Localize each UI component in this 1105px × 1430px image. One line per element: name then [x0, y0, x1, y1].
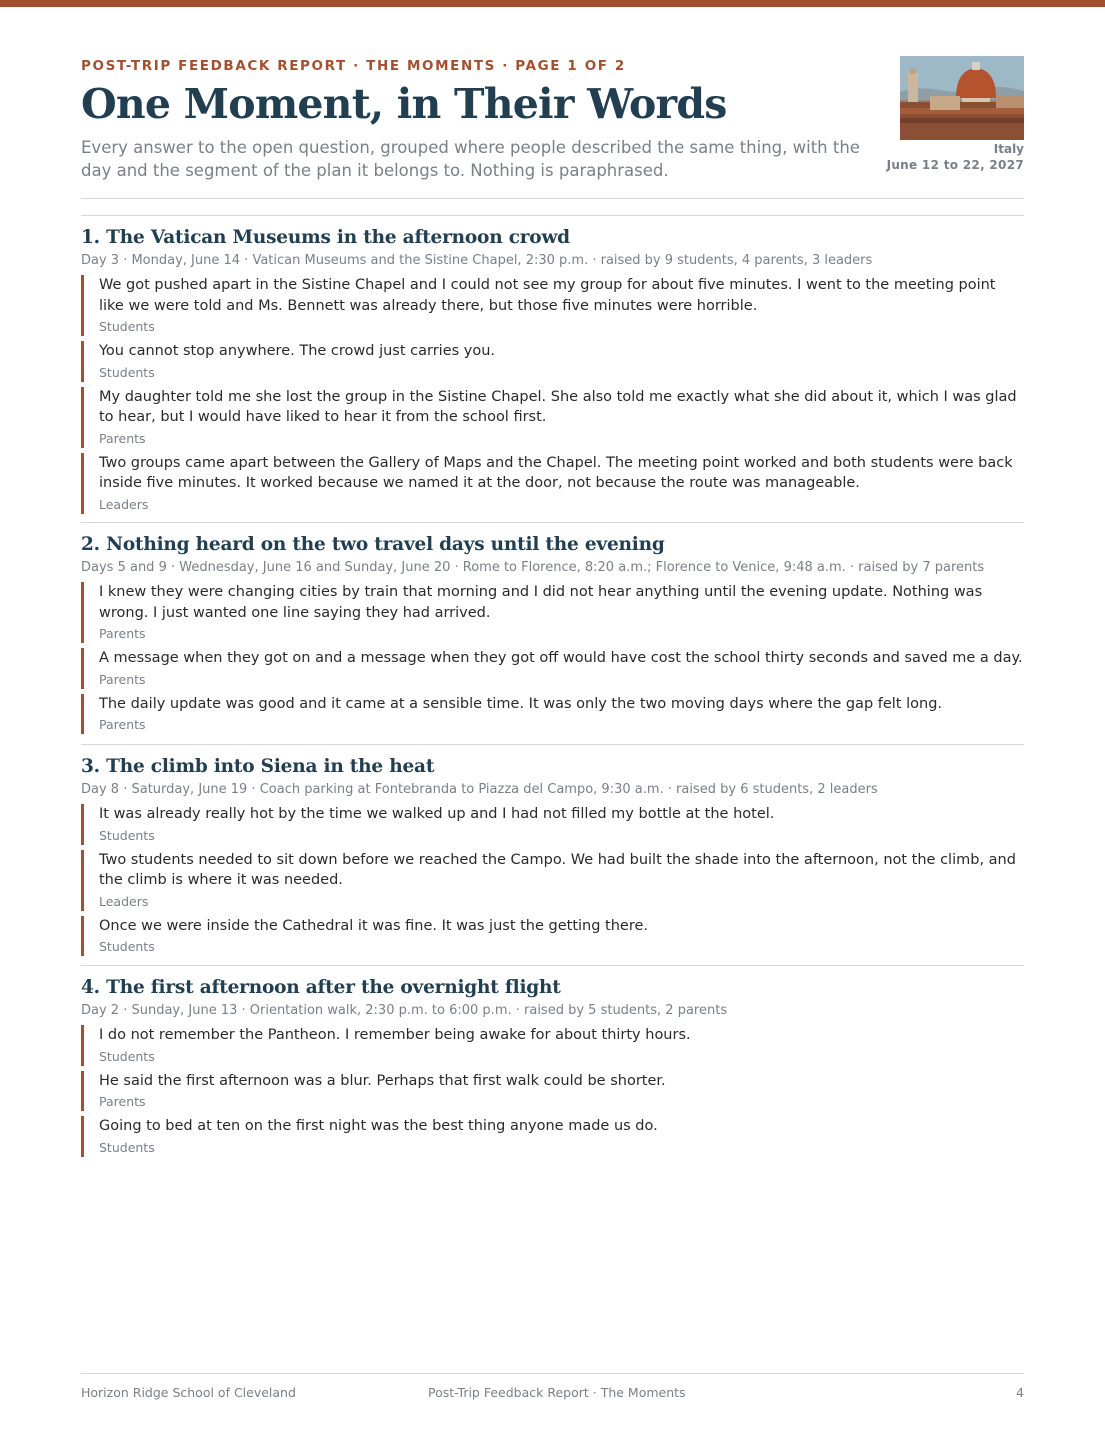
- quote-respondent-group: Students: [99, 319, 155, 334]
- section-meta: Day 8 · Saturday, June 19 · Coach parking at Fontebranda to Piazza del Campo, 9:30 a.m. · raised by 6 students, 2 leaders: [81, 782, 878, 797]
- quote: [81, 694, 1024, 735]
- trip-place: Italy: [993, 142, 1024, 156]
- quote: [81, 275, 1024, 336]
- quote-respondent-group: Parents: [99, 430, 146, 446]
- page-header: [81, 56, 1024, 198]
- moment-section-1: [81, 226, 1024, 514]
- quote: [81, 582, 1024, 643]
- quote-respondent-group: Parents: [99, 626, 146, 641]
- quote: [81, 648, 1024, 689]
- quote: [81, 850, 1024, 911]
- moment-section-2: [81, 533, 1024, 734]
- section-divider: [81, 522, 1024, 523]
- quote-text: Two groups came apart between the Gallery of Maps and the Chapel. The meeting point worked and both students were back inside five minutes. It worked because we named it at the door, not because the route was manageable.: [99, 454, 1013, 491]
- quote-text: Two students needed to sit down before we reached the Campo. We had built the shade into the afternoon, not the climb, and the climb is where it was needed.: [99, 851, 1016, 888]
- quote-text: My daughter told me she lost the group in the Sistine Chapel. She also told me exactly what she did about it, which I was glad to hear, but I would have liked to hear it from the school first.: [99, 388, 1017, 425]
- quote-text: It was already really hot by the time we walked up and I had not filled my bottle at the hotel.: [99, 806, 775, 822]
- quote-respondent-group: Students: [99, 1139, 155, 1155]
- quote-respondent-group: Leaders: [99, 893, 149, 909]
- footer-report-name: Post-Trip Feedback Report · The Moments: [428, 1385, 686, 1400]
- quote: [81, 387, 1024, 448]
- section-title: 4. The first afternoon after the overnight flight: [81, 977, 561, 998]
- quote-text: He said the first afternoon was a blur. Perhaps that first walk could be shorter.: [99, 1072, 666, 1089]
- trip-dates: June 12 to 22, 2027: [886, 158, 1024, 172]
- section-divider: [81, 965, 1024, 966]
- section-title: 2. Nothing heard on the two travel days until the evening: [81, 534, 665, 555]
- quote-respondent-group: Parents: [99, 717, 146, 732]
- section-meta: Day 3 · Monday, June 14 · Vatican Museums and the Sistine Chapel, 2:30 p.m. · raised by 9 students, 4 parents, 3 leaders: [81, 253, 873, 268]
- footer-school-name: Horizon Ridge School of Cleveland: [81, 1385, 296, 1400]
- quote-respondent-group: Leaders: [99, 496, 149, 512]
- quote-text: I knew they were changing cities by train that morning and I did not hear anything until the evening update. Nothing was wrong. I just wanted one line saying they had arrived.: [99, 584, 983, 621]
- quote-text: Going to bed at ten on the first night was the best thing anyone made us do.: [99, 1118, 658, 1134]
- header-divider: [81, 198, 1024, 199]
- quote-text: Once we were inside the Cathedral it was fine. It was just the getting there.: [99, 917, 649, 934]
- quote: [81, 804, 1024, 845]
- quote-text: You cannot stop anywhere. The crowd just carries you.: [99, 343, 496, 359]
- page-subtitle: Every answer to the open question, grouped where people described the same thing, with the day and the segment of the plan it belongs to. Nothing is paraphrased.: [81, 138, 860, 180]
- quote: [81, 341, 1024, 382]
- section-divider: [81, 744, 1024, 745]
- quote-respondent-group: Students: [99, 939, 155, 954]
- section-divider: [81, 215, 1024, 216]
- quote-respondent-group: Parents: [99, 671, 146, 687]
- quote-text: We got pushed apart in the Sistine Chapel and I could not see my group for about five minutes. I went to the meeting point like we were told and Ms. Bennett was already there, but those five minutes were horrible.: [99, 277, 996, 314]
- moment-section-3: [81, 755, 1024, 956]
- quote-respondent-group: Students: [99, 1048, 155, 1064]
- quote: [81, 1025, 1024, 1066]
- footer-divider: [81, 1373, 1024, 1374]
- section-title: 1. The Vatican Museums in the afternoon crowd: [81, 227, 570, 248]
- quote-respondent-group: Parents: [99, 1094, 146, 1109]
- quote-respondent-group: Students: [99, 364, 155, 380]
- quote: [81, 1116, 1024, 1157]
- report-eyebrow: POST-TRIP FEEDBACK REPORT · THE MOMENTS · PAGE 1 OF 2: [81, 58, 626, 74]
- quote-text: A message when they got on and a message when they got off would have cost the school thirty seconds and saved me a day.: [99, 650, 1023, 666]
- section-meta: Day 2 · Sunday, June 13 · Orientation walk, 2:30 p.m. to 6:00 p.m. · raised by 5 students, 2 parents: [81, 1003, 728, 1018]
- quote: [81, 916, 1024, 957]
- page-title: One Moment, in Their Words: [81, 80, 727, 128]
- florence-cathedral-photo: [900, 56, 1024, 140]
- footer-page-number: 4: [1016, 1385, 1024, 1400]
- section-title: 3. The climb into Siena in the heat: [81, 756, 435, 777]
- quote-text: The daily update was good and it came at a sensible time. It was only the two moving days where the gap felt long.: [99, 695, 943, 712]
- top-accent-bar: [0, 0, 1105, 7]
- quote-text: I do not remember the Pantheon. I remember being awake for about thirty hours.: [99, 1027, 691, 1043]
- quote: [81, 453, 1024, 514]
- quote: [81, 1071, 1024, 1112]
- moment-section-4: [81, 976, 1024, 1157]
- section-meta: Days 5 and 9 · Wednesday, June 16 and Sunday, June 20 · Rome to Florence, 8:20 a.m.; Florence to Venice, 9:48 a.m. · raised by 7 parents: [81, 560, 985, 575]
- quote-respondent-group: Students: [99, 827, 155, 843]
